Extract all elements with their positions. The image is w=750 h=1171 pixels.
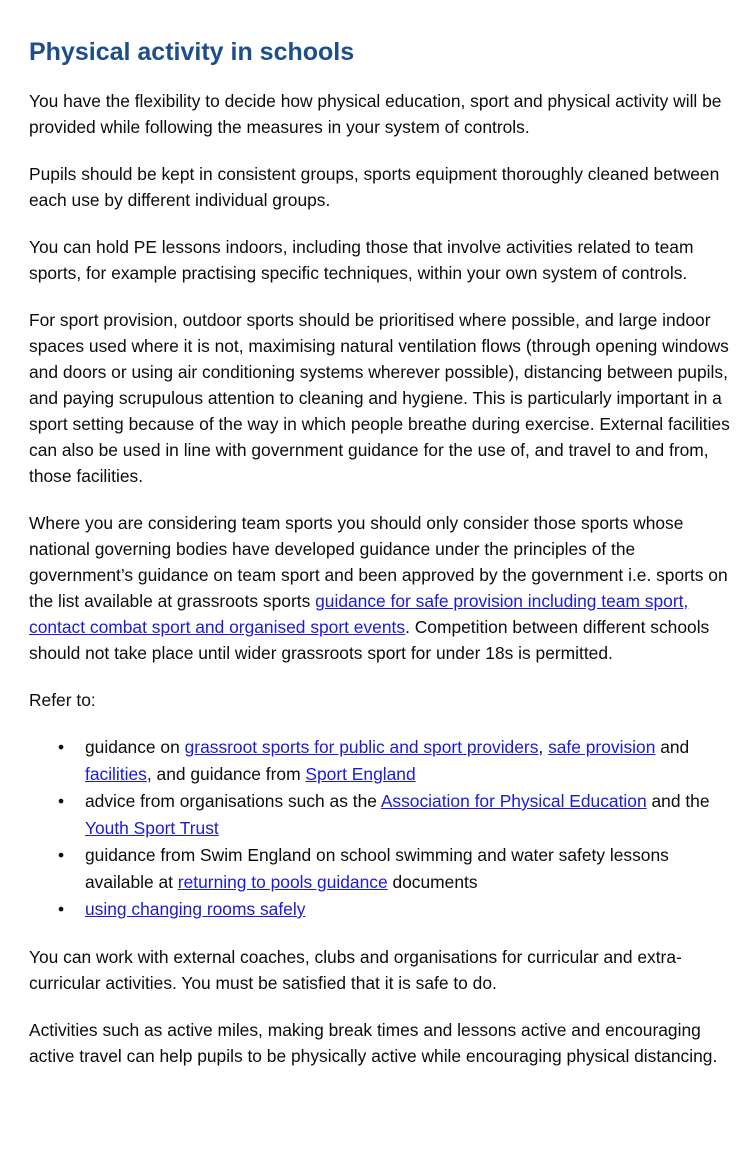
paragraph-team-sports bbox=[29, 510, 736, 666]
list-item: • guidance on grassroot sports for public and sport providers, safe provision and facilities, and guidance from Sport England bbox=[29, 734, 736, 788]
reference-list bbox=[29, 734, 736, 923]
team-sports-text-end: . Competition between different schools should not take place until wider grassroots sport for under 18s is permitted. bbox=[29, 617, 710, 663]
paragraph-active-miles: Activities such as active miles, making break times and lessons active and encouraging active travel can help pupils to be physically active while encouraging physical distancing. bbox=[29, 1020, 718, 1066]
facilities-link[interactable]: facilities bbox=[85, 764, 147, 784]
page-title: Physical activity in schools bbox=[29, 38, 355, 66]
bullet-icon: • bbox=[58, 791, 65, 811]
changing-rooms-link[interactable]: using changing rooms safely bbox=[85, 899, 306, 919]
list-item: • advice from organisations such as the Association for Physical Education and the Youth Sport Trust bbox=[29, 788, 736, 842]
safe-provision-link[interactable]: safe provision bbox=[548, 737, 656, 757]
bullet-icon: • bbox=[58, 899, 65, 919]
returning-to-pools-link[interactable]: returning to pools guidance bbox=[177, 872, 388, 892]
paragraph-sport-provision: For sport provision, outdoor sports should be prioritised where possible, and large indoor spaces used where it is not, maximising natural ventilation flows (through opening windows and doors or using air conditioning systems wherever possible), distancing between pupils, and paying scrupulous attention to cleaning and hygiene. This is particularly important in a sport setting because of the way in which people breathe during exercise. External facilities can also be used in line with government guidance for the use of, and travel to and from, those facilities. bbox=[29, 310, 730, 486]
list-item: • guidance from Swim England on school swimming and water safety lessons available at returning to pools guidance documents bbox=[29, 842, 736, 896]
physical-education-association-link[interactable]: Association for Physical Education bbox=[380, 791, 647, 811]
bullet-icon: • bbox=[58, 737, 65, 757]
youth-sport-trust-link[interactable]: Youth Sport Trust bbox=[85, 818, 219, 838]
bullet-icon: • bbox=[58, 845, 65, 865]
list-item bbox=[29, 896, 736, 923]
refer-to-label: Refer to: bbox=[29, 690, 96, 710]
sport-england-link[interactable]: Sport England bbox=[305, 764, 416, 784]
paragraph-external-coaches: You can work with external coaches, clubs and organisations for curricular and extra-curricular activities. You must be satisfied that it is safe to do. bbox=[29, 947, 682, 993]
grassroot-sports-link[interactable]: grassroot sports for public and sport providers bbox=[184, 737, 539, 757]
team-sports-text: Where you are considering team sports you should only consider those sports whose national governing bodies have developed guidance under the principles of the government’s guidance on team sport and been approved by the government i.e. sports on the list available at grassroots sports bbox=[29, 513, 728, 611]
safe-provision-guidance-link[interactable]: guidance for safe provision including team sport, contact combat sport and organised sport events bbox=[29, 591, 689, 637]
paragraph-consistent-groups: Pupils should be kept in consistent groups, sports equipment thoroughly cleaned between each use by different individual groups. bbox=[29, 164, 720, 210]
paragraph-flexibility: You have the flexibility to decide how physical education, sport and physical activity will be provided while following the measures in your system of controls. bbox=[29, 91, 722, 137]
paragraph-pe-indoors: You can hold PE lessons indoors, including those that involve activities related to team sports, for example practising specific techniques, within your own system of controls. bbox=[29, 237, 694, 283]
